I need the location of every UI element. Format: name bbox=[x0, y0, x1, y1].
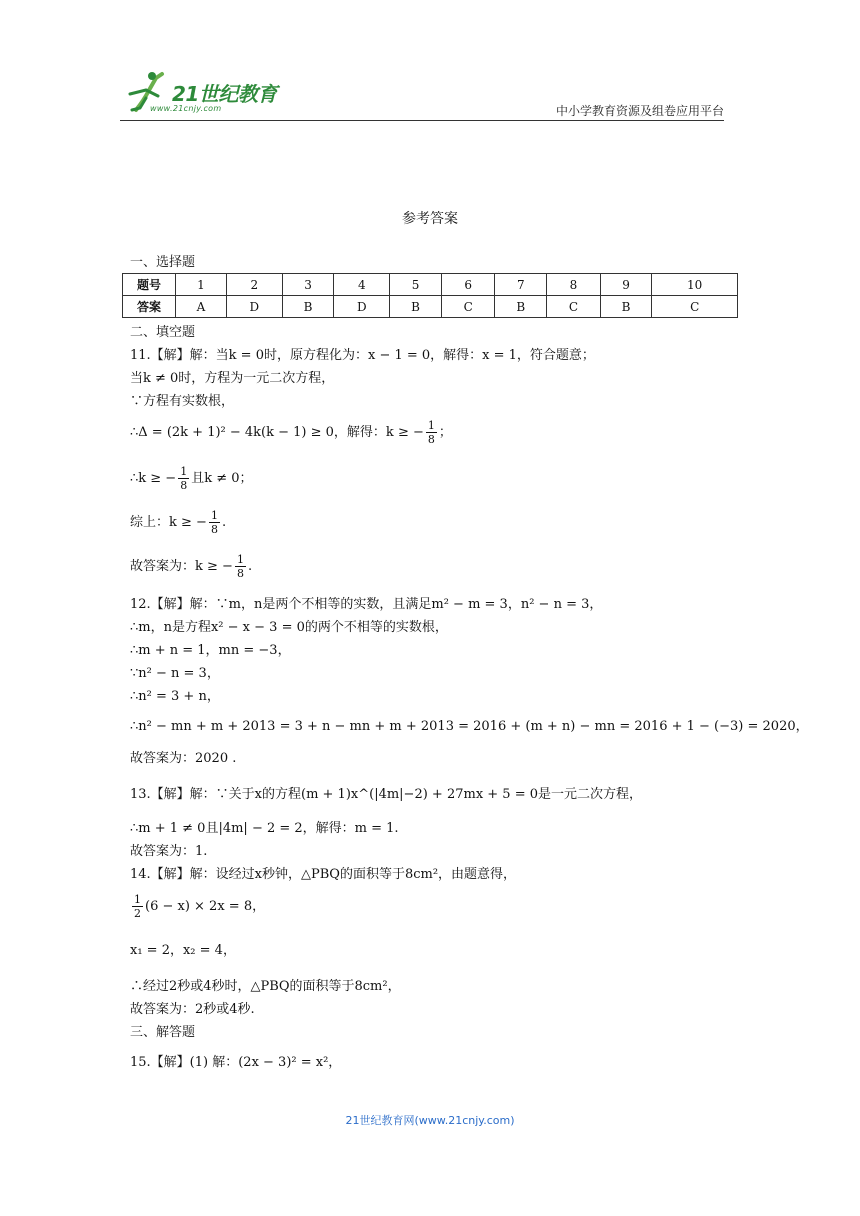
table-cell: 2 bbox=[226, 274, 282, 296]
punctuation: . bbox=[247, 559, 253, 574]
solution-line: 15.【解】(1) 解：(2x − 3)² = x²， bbox=[130, 1055, 342, 1070]
solution-line: ∴m + 1 ≠ 0且|4m| − 2 = 2，解得：m = 1. bbox=[130, 821, 399, 836]
solution-line: 故答案为：2020 . bbox=[130, 751, 237, 766]
table-cell: D bbox=[226, 296, 282, 318]
solution-line: 13.【解】解：∵关于x的方程(m + 1)x^(|4m|−2) + 27mx + 5 = 0是一元二次方程， bbox=[130, 787, 643, 802]
math-text: ∴k ≥ − bbox=[130, 471, 177, 486]
table-cell: D bbox=[334, 296, 390, 318]
math-text: (6 − x) × 2x = 8， bbox=[145, 899, 266, 914]
fraction bbox=[178, 465, 189, 492]
solution-line: ∴经过2秒或4秒时，△PBQ的面积等于8cm²， bbox=[130, 979, 401, 994]
table-cell: 5 bbox=[390, 274, 442, 296]
section-heading-1: 一、选择题 bbox=[130, 255, 196, 270]
math-text: 综上：k ≥ − bbox=[130, 515, 207, 530]
table-cell: B bbox=[495, 296, 547, 318]
table-cell: 7 bbox=[495, 274, 547, 296]
math-text: 故答案为：k ≥ − bbox=[130, 559, 233, 574]
solution-line: 14.【解】解：设经过x秒钟，△PBQ的面积等于8cm²，由题意得， bbox=[130, 867, 517, 882]
solution-line: ∵n² − n = 3， bbox=[130, 666, 220, 681]
table-row bbox=[123, 296, 738, 318]
fraction-numerator: 1 bbox=[236, 553, 244, 566]
header-tagline: 中小学教育资源及组卷应用平台 bbox=[555, 104, 724, 118]
table-cell: 10 bbox=[652, 274, 738, 296]
section-heading-3: 三、解答题 bbox=[130, 1025, 196, 1040]
page-footer: 21世纪教育网(www.21cnjy.com) bbox=[345, 1114, 515, 1127]
table-cell: B bbox=[600, 296, 652, 318]
table-cell: B bbox=[282, 296, 334, 318]
solution-line: 12.【解】解：∵m，n是两个不相等的实数，且满足m² − m = 3，n² − n = 3， bbox=[130, 597, 603, 612]
solution-line: 11.【解】解：当k = 0时，原方程化为：x − 1 = 0，解得：x = 1，符合题意； bbox=[130, 348, 595, 363]
logo bbox=[120, 66, 290, 116]
fraction bbox=[209, 509, 220, 536]
page-title: 参考答案 bbox=[402, 211, 458, 227]
fraction-denominator: 8 bbox=[427, 433, 435, 446]
fraction bbox=[132, 893, 143, 920]
table-cell: A bbox=[176, 296, 227, 318]
fraction-numerator: 1 bbox=[134, 893, 141, 906]
fraction-numerator: 1 bbox=[427, 419, 435, 432]
math-text: 且k ≠ 0； bbox=[191, 471, 253, 486]
solution-line: ∴n² = 3 + n， bbox=[130, 689, 220, 704]
table-cell: B bbox=[390, 296, 442, 318]
solution-line bbox=[130, 890, 265, 924]
table-cell: 8 bbox=[547, 274, 601, 296]
fraction-denominator: 2 bbox=[134, 907, 141, 920]
fraction-denominator: 8 bbox=[180, 479, 188, 492]
answer-table bbox=[122, 273, 738, 318]
fraction-numerator: 1 bbox=[210, 509, 218, 522]
solution-line bbox=[130, 506, 226, 540]
solution-line: 故答案为：2秒或4秒. bbox=[130, 1002, 255, 1017]
table-cell: 9 bbox=[600, 274, 652, 296]
solution-line: ∴m，n是方程x² − x − 3 = 0的两个不相等的实数根， bbox=[130, 620, 448, 635]
fraction-denominator: 8 bbox=[236, 567, 244, 580]
fraction-denominator: 8 bbox=[210, 523, 218, 536]
table-cell: 1 bbox=[176, 274, 227, 296]
page-header bbox=[120, 66, 724, 121]
table-cell: C bbox=[652, 296, 738, 318]
logo-text: 21世纪教育 bbox=[172, 82, 277, 106]
table-cell: 4 bbox=[334, 274, 390, 296]
math-text: ∴Δ = (2k + 1)² − 4k(k − 1) ≥ 0，解得：k ≥ − bbox=[130, 425, 424, 440]
solution-line bbox=[130, 462, 253, 496]
solution-line: x₁ = 2，x₂ = 4， bbox=[130, 943, 236, 958]
table-cell: 3 bbox=[282, 274, 334, 296]
punctuation: . bbox=[221, 515, 227, 530]
solution-line: ∴m + n = 1，mn = −3， bbox=[130, 643, 291, 658]
solution-line bbox=[130, 416, 452, 450]
table-row-label: 题号 bbox=[123, 274, 176, 296]
table-cell: 6 bbox=[441, 274, 495, 296]
section-heading-2: 二、填空题 bbox=[130, 325, 196, 340]
table-row bbox=[123, 274, 738, 296]
solution-line: ∴n² − mn + m + 2013 = 3 + n − mn + m + 2013 = 2016 + (m + n) − mn = 2016 + 1 − (−3) = 2020， bbox=[130, 719, 809, 734]
fraction bbox=[235, 553, 246, 580]
table-row-label: 答案 bbox=[123, 296, 176, 318]
table-cell: C bbox=[441, 296, 495, 318]
solution-line: 故答案为：1. bbox=[130, 844, 208, 859]
fraction bbox=[426, 419, 437, 446]
solution-line bbox=[130, 550, 252, 584]
table-cell: C bbox=[547, 296, 601, 318]
punctuation: ； bbox=[438, 425, 452, 440]
logo-url: www.21cnjy.com bbox=[150, 104, 222, 113]
solution-line: 当k ≠ 0时，方程为一元二次方程， bbox=[130, 371, 335, 386]
solution-line: ∵方程有实数根， bbox=[130, 394, 235, 409]
fraction-numerator: 1 bbox=[180, 465, 188, 478]
